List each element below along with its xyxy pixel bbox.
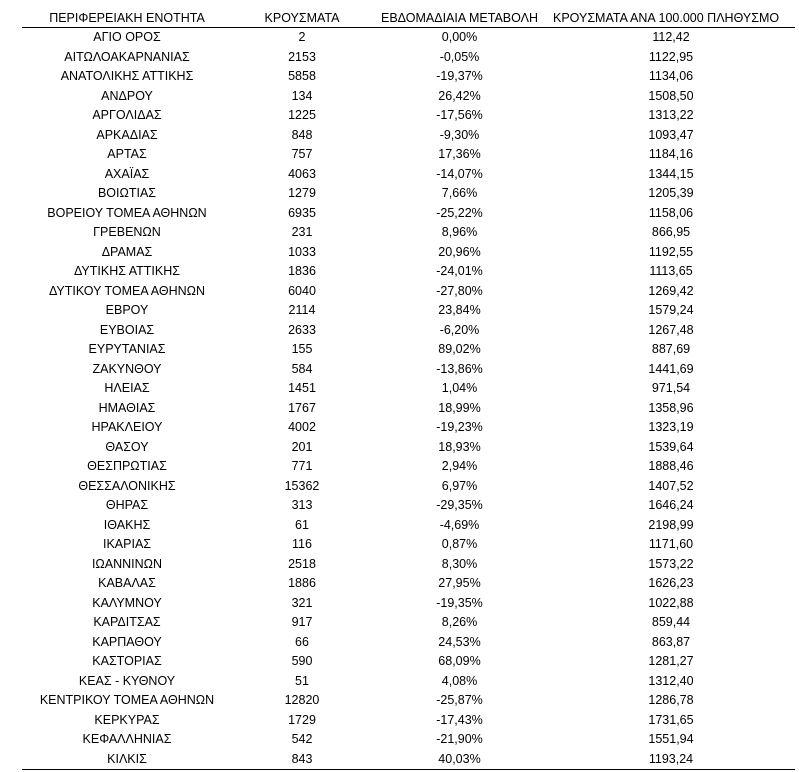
cases-cell: 61 xyxy=(295,517,309,532)
cases-cell: 848 xyxy=(291,127,313,142)
weekly-change-cell: 8,26% xyxy=(441,615,478,629)
weekly-change-cell: 1,04% xyxy=(441,381,478,395)
region-cell: ΚΕΡΚΥΡΑΣ xyxy=(94,712,160,727)
region-cell: ΗΡΑΚΛΕΙΟΥ xyxy=(91,420,163,434)
cases-per-100k-cell: 2198,99 xyxy=(648,517,694,532)
region-cell: ΘΕΣΠΡΩΤΙΑΣ xyxy=(87,459,167,473)
region-cell: ΚΑΣΤΟΡΙΑΣ xyxy=(92,654,162,668)
cases-cell: 2 xyxy=(298,30,306,44)
table-body xyxy=(22,28,795,769)
region-cell: ΚΑΒΑΛΑΣ xyxy=(98,576,156,590)
weekly-change-cell: -9,30% xyxy=(439,127,480,142)
cases-cell: 757 xyxy=(291,147,313,161)
cases-cell: 2518 xyxy=(288,556,316,571)
table-row xyxy=(22,204,795,224)
weekly-change-cell: -17,43% xyxy=(436,712,483,727)
region-cell: ΔΥΤΙΚΟΥ ΤΟΜΕΑ ΑΘΗΝΩΝ xyxy=(48,283,206,298)
weekly-change-cell: 6,97% xyxy=(441,478,478,493)
cases-cell: 6040 xyxy=(288,283,316,298)
table-row xyxy=(22,321,795,341)
table-row xyxy=(22,711,795,731)
table-row xyxy=(22,243,795,263)
cases-per-100k-cell: 863,87 xyxy=(651,634,691,649)
weekly-change-cell: -13,86% xyxy=(436,361,483,376)
cases-per-100k-cell: 1731,65 xyxy=(648,712,694,727)
table-row xyxy=(22,106,795,126)
table-row xyxy=(22,67,795,87)
table-row xyxy=(22,379,795,399)
region-cell: ΑΝΑΤΟΛΙΚΗΣ ΑΤΤΙΚΗΣ xyxy=(60,69,194,83)
weekly-change-cell: 18,99% xyxy=(438,400,481,415)
cases-cell: 134 xyxy=(291,88,313,103)
weekly-change-cell: 8,30% xyxy=(441,556,478,571)
weekly-change-cell: 18,93% xyxy=(438,439,481,454)
table-row xyxy=(22,301,795,321)
header-weekly-change: ΕΒΔΟΜΑΔΙΑΙΑ ΜΕΤΑΒΟΛΗ xyxy=(381,11,538,25)
cases-per-100k-cell: 1539,64 xyxy=(648,439,694,454)
cases-per-100k-cell: 1407,52 xyxy=(648,478,694,493)
weekly-change-cell: -21,90% xyxy=(436,732,483,746)
cases-per-100k-cell: 1888,46 xyxy=(648,459,694,473)
table-row xyxy=(22,672,795,692)
cases-cell: 584 xyxy=(291,361,313,376)
table-row xyxy=(22,633,795,653)
cases-per-100k-cell: 971,54 xyxy=(651,381,691,395)
cases-per-100k-cell: 1646,24 xyxy=(648,498,694,512)
region-cell: ΙΘΑΚΗΣ xyxy=(103,517,151,532)
weekly-change-cell: 89,02% xyxy=(438,342,481,356)
cases-per-100k-cell: 1205,39 xyxy=(648,186,694,200)
cases-per-100k-cell: 1312,40 xyxy=(648,673,694,688)
cases-cell: 116 xyxy=(292,537,312,551)
cases-cell: 6935 xyxy=(288,205,316,220)
weekly-change-cell: 17,36% xyxy=(438,147,481,161)
region-cell: ΚΕΑΣ - ΚΥΘΝΟΥ xyxy=(78,673,176,688)
cases-per-100k-cell: 1267,48 xyxy=(648,322,694,337)
table-row xyxy=(22,28,795,48)
region-cell: ΚΑΡΔΙΤΣΑΣ xyxy=(93,615,161,629)
cases-per-100k-cell: 1508,50 xyxy=(648,88,694,103)
cases-per-100k-cell: 1626,23 xyxy=(648,576,694,590)
region-cell: ΒΟΡΕΙΟΥ ΤΟΜΕΑ ΑΘΗΝΩΝ xyxy=(47,205,207,220)
table-row xyxy=(22,48,795,68)
cases-cell: 5858 xyxy=(288,69,316,83)
cases-cell: 843 xyxy=(291,751,313,766)
cases-per-100k-cell: 1281,27 xyxy=(648,654,694,668)
region-cell: ΑΧΑΪΑΣ xyxy=(104,166,150,181)
table-row xyxy=(22,691,795,711)
cases-per-100k-cell: 1171,60 xyxy=(648,537,694,551)
region-cell: ΚΑΡΠΑΘΟΥ xyxy=(92,634,162,649)
region-cell: ΘΗΡΑΣ xyxy=(105,498,149,512)
cases-per-100k-cell: 1269,42 xyxy=(648,283,694,298)
cases-per-100k-cell: 1134,06 xyxy=(648,69,694,83)
table-row xyxy=(22,282,795,302)
cases-cell: 4002 xyxy=(288,420,316,434)
cases-cell: 231 xyxy=(291,225,313,239)
region-cell: ΘΕΣΣΑΛΟΝΙΚΗΣ xyxy=(78,478,176,493)
cases-cell: 155 xyxy=(291,342,313,356)
table-row xyxy=(22,652,795,672)
region-cell: ΑΙΤΩΛΟΑΚΑΡΝΑΝΙΑΣ xyxy=(64,49,190,64)
region-cell: ΚΕΦΑΛΛΗΝΙΑΣ xyxy=(82,732,172,746)
cases-per-100k-cell: 1313,22 xyxy=(648,108,694,122)
cases-per-100k-cell: 1022,88 xyxy=(648,595,694,610)
cases-per-100k-cell: 1579,24 xyxy=(648,303,694,317)
weekly-change-cell: -25,87% xyxy=(436,693,483,707)
header-cases-per-100k: ΚΡΟΥΣΜΑΤΑ ΑΝΑ 100.000 ΠΛΗΘΥΣΜΟ xyxy=(553,11,780,25)
cases-cell: 1886 xyxy=(288,576,316,590)
cases-cell: 1836 xyxy=(288,264,316,278)
weekly-change-cell: 0,00% xyxy=(441,30,478,44)
cases-cell: 313 xyxy=(291,498,313,512)
cases-table xyxy=(22,9,795,770)
cases-cell: 1729 xyxy=(288,712,316,727)
weekly-change-cell: 26,42% xyxy=(438,88,481,103)
weekly-change-cell: 68,09% xyxy=(438,654,481,668)
cases-cell: 66 xyxy=(295,634,309,649)
region-cell: ΚΕΝΤΡΙΚΟΥ ΤΟΜΕΑ ΑΘΗΝΩΝ xyxy=(39,693,215,707)
cases-cell: 771 xyxy=(291,459,313,473)
cases-per-100k-cell: 112,42 xyxy=(652,30,690,44)
table-row xyxy=(22,418,795,438)
weekly-change-cell: 20,96% xyxy=(438,244,481,259)
weekly-change-cell: -0,05% xyxy=(439,49,480,64)
cases-per-100k-cell: 1158,06 xyxy=(648,205,694,220)
cases-cell: 201 xyxy=(291,439,313,454)
cases-per-100k-cell: 1551,94 xyxy=(648,732,694,746)
table-row xyxy=(22,516,795,536)
header-region: ΠΕΡΙΦΕΡΕΙΑΚΗ ΕΝΟΤΗΤΑ xyxy=(49,11,205,25)
cases-cell: 51 xyxy=(295,673,309,688)
weekly-change-cell: -6,20% xyxy=(439,322,480,337)
cases-per-100k-cell: 1344,15 xyxy=(648,166,694,181)
region-cell: ΗΜΑΘΙΑΣ xyxy=(98,400,156,415)
table-row xyxy=(22,457,795,477)
weekly-change-cell: 4,08% xyxy=(441,673,478,688)
table-row xyxy=(22,594,795,614)
table-row xyxy=(22,165,795,185)
weekly-change-cell: -19,23% xyxy=(436,420,483,434)
weekly-change-cell: -25,22% xyxy=(436,205,483,220)
weekly-change-cell: 2,94% xyxy=(441,459,478,473)
region-cell: ΔΡΑΜΑΣ xyxy=(101,244,153,259)
table-row xyxy=(22,535,795,555)
weekly-change-cell: -19,37% xyxy=(436,69,483,83)
cases-per-100k-cell: 859,44 xyxy=(651,615,691,629)
region-cell: ΗΛΕΙΑΣ xyxy=(104,381,150,395)
cases-cell: 12820 xyxy=(284,693,320,707)
cases-per-100k-cell: 1122,95 xyxy=(648,49,694,64)
table-row xyxy=(22,126,795,146)
table-row xyxy=(22,340,795,360)
region-cell: ΘΑΣΟΥ xyxy=(105,439,149,454)
weekly-change-cell: -24,01% xyxy=(436,264,483,278)
table-row xyxy=(22,730,795,750)
weekly-change-cell: 8,96% xyxy=(441,225,478,239)
cases-per-100k-cell: 866,95 xyxy=(651,225,691,239)
table-row xyxy=(22,750,795,770)
weekly-change-cell: 7,66% xyxy=(441,186,478,200)
table-row xyxy=(22,87,795,107)
cases-cell: 4063 xyxy=(288,166,316,181)
cases-cell: 1225 xyxy=(288,108,316,122)
table-row xyxy=(22,223,795,243)
table-row xyxy=(22,360,795,380)
cases-per-100k-cell: 1323,19 xyxy=(648,420,694,434)
weekly-change-cell: 23,84% xyxy=(438,303,481,317)
region-cell: ΕΒΡΟΥ xyxy=(105,303,149,317)
weekly-change-cell: -29,35% xyxy=(436,498,483,512)
table-row xyxy=(22,477,795,497)
weekly-change-cell: 24,53% xyxy=(438,634,481,649)
weekly-change-cell: 27,95% xyxy=(438,576,481,590)
cases-cell: 1033 xyxy=(288,244,316,259)
cases-per-100k-cell: 1193,24 xyxy=(648,751,694,766)
table-row xyxy=(22,496,795,516)
weekly-change-cell: -14,07% xyxy=(436,166,483,181)
region-cell: ΑΡΓΟΛΙΔΑΣ xyxy=(92,108,162,122)
cases-cell: 917 xyxy=(291,615,313,629)
cases-cell: 1279 xyxy=(288,186,316,200)
region-cell: ΑΡΚΑΔΙΑΣ xyxy=(96,127,158,142)
region-cell: ΕΥΡΥΤΑΝΙΑΣ xyxy=(88,342,166,356)
table-row xyxy=(22,145,795,165)
region-cell: ΙΩΑΝΝΙΝΩΝ xyxy=(91,556,163,571)
region-cell: ΓΡΕΒΕΝΩΝ xyxy=(93,225,161,239)
region-cell: ΑΓΙΟ ΟΡΟΣ xyxy=(93,30,161,44)
table-row xyxy=(22,555,795,575)
table-bottom-border xyxy=(22,769,795,770)
cases-per-100k-cell: 1184,16 xyxy=(648,147,694,161)
cases-cell: 321 xyxy=(291,595,313,610)
cases-per-100k-cell: 1192,55 xyxy=(648,244,694,259)
region-cell: ΚΑΛΥΜΝΟΥ xyxy=(92,595,162,610)
cases-cell: 2633 xyxy=(288,322,316,337)
weekly-change-cell: 0,87% xyxy=(441,537,478,551)
weekly-change-cell: -4,69% xyxy=(439,517,480,532)
cases-cell: 542 xyxy=(291,732,313,746)
region-cell: ΚΙΛΚΙΣ xyxy=(107,751,147,766)
cases-cell: 1451 xyxy=(288,381,316,395)
table-row xyxy=(22,399,795,419)
cases-cell: 2153 xyxy=(288,49,316,64)
table-row xyxy=(22,613,795,633)
region-cell: ΑΝΔΡΟΥ xyxy=(101,88,153,103)
region-cell: ΖΑΚΥΝΘΟΥ xyxy=(92,361,162,376)
cases-per-100k-cell: 1113,65 xyxy=(649,264,693,278)
cases-cell: 15362 xyxy=(284,478,320,493)
region-cell: ΑΡΤΑΣ xyxy=(107,147,147,161)
table-row xyxy=(22,184,795,204)
weekly-change-cell: 40,03% xyxy=(438,751,481,766)
header-cases: ΚΡΟΥΣΜΑΤΑ xyxy=(264,11,340,25)
table-row xyxy=(22,438,795,458)
cases-cell: 1767 xyxy=(288,400,316,415)
weekly-change-cell: -19,35% xyxy=(436,595,483,610)
cases-per-100k-cell: 1093,47 xyxy=(648,127,694,142)
region-cell: ΙΚΑΡΙΑΣ xyxy=(102,537,152,551)
table-row xyxy=(22,262,795,282)
cases-cell: 2114 xyxy=(288,303,316,317)
cases-cell: 590 xyxy=(291,654,313,668)
cases-per-100k-cell: 1573,22 xyxy=(648,556,694,571)
region-cell: ΕΥΒΟΙΑΣ xyxy=(99,322,155,337)
table-row xyxy=(22,574,795,594)
region-cell: ΒΟΙΩΤΙΑΣ xyxy=(97,186,157,200)
weekly-change-cell: -27,80% xyxy=(436,283,483,298)
cases-per-100k-cell: 1441,69 xyxy=(648,361,694,376)
weekly-change-cell: -17,56% xyxy=(436,108,483,122)
region-cell: ΔΥΤΙΚΗΣ ΑΤΤΙΚΗΣ xyxy=(74,264,180,278)
cases-per-100k-cell: 1358,96 xyxy=(648,400,694,415)
cases-per-100k-cell: 1286,78 xyxy=(648,693,694,707)
cases-per-100k-cell: 887,69 xyxy=(651,342,691,356)
table-header xyxy=(22,9,795,28)
